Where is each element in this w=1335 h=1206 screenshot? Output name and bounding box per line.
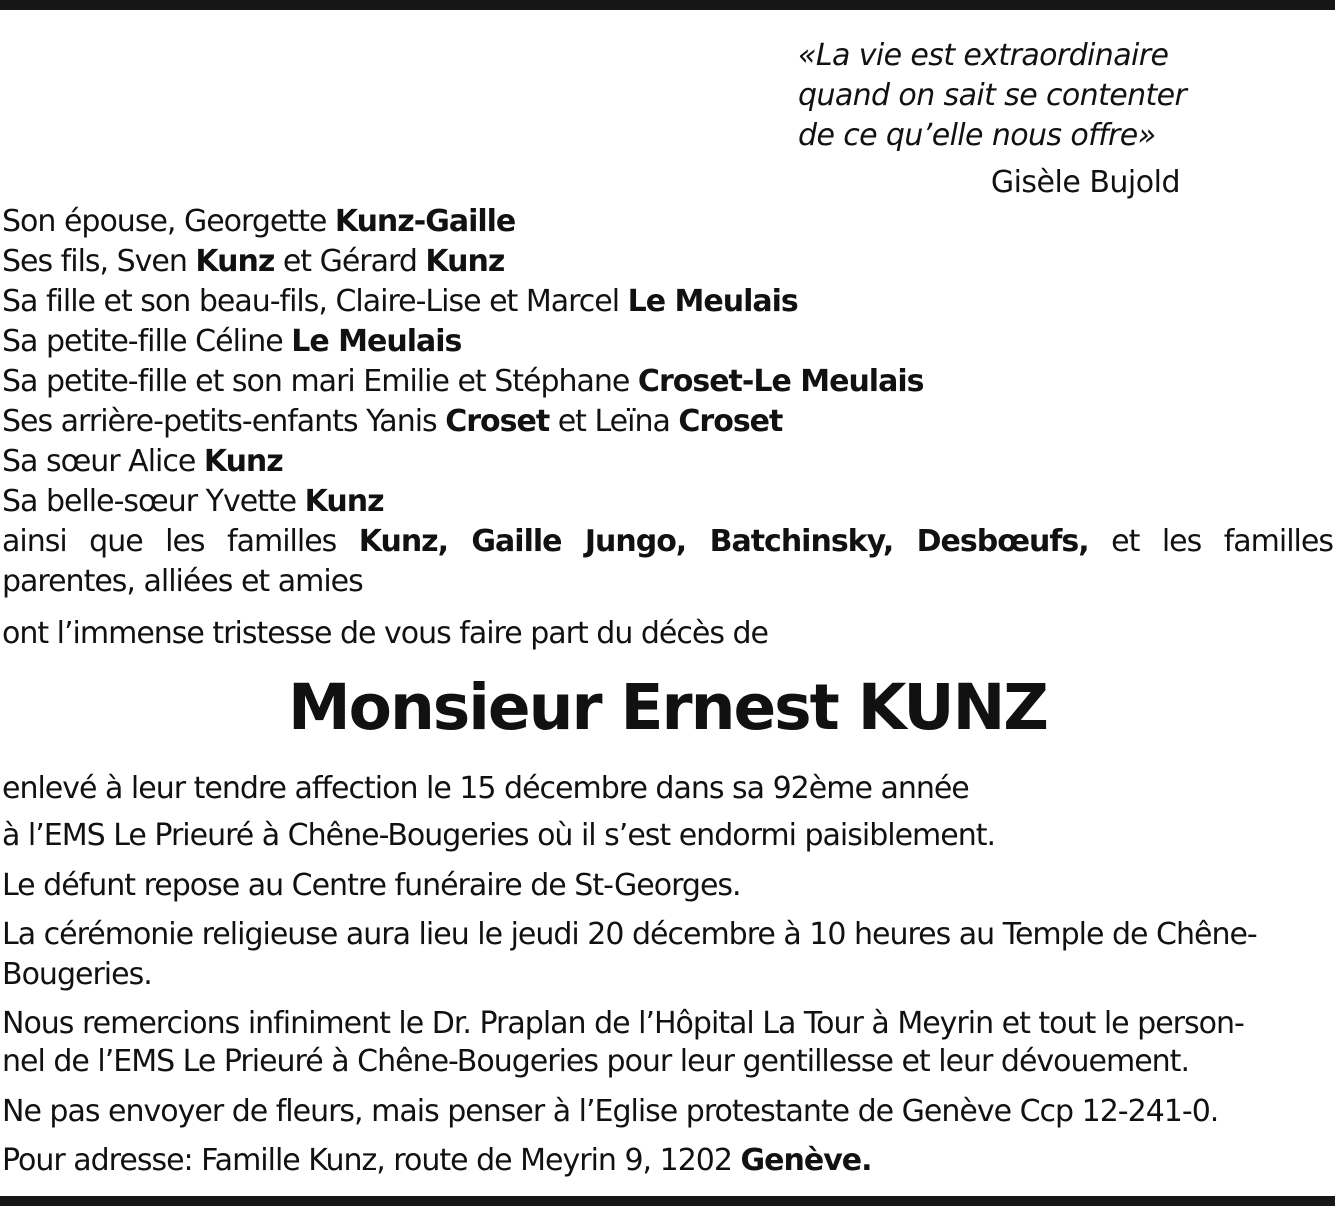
family-line-families: [2, 522, 1333, 562]
quote-line-2: quand on sait se contenter: [798, 78, 1187, 113]
detail-ceremony-line-2: Bougeries.: [2, 957, 152, 992]
detail-affection-line-2: à l’EMS Le Prieuré à Chêne-Bougeries où il s’est endormi paisiblement.: [2, 818, 996, 853]
family-name: Croset-Le Meulais: [637, 364, 924, 399]
family-text: Son épouse, Georgette: [2, 204, 335, 239]
quote-author: Gisèle Bujold: [990, 165, 1180, 200]
family-text: Ses arrière-petits-enfants Yanis: [2, 404, 446, 439]
family-name: Kunz: [195, 244, 275, 279]
family-text: ainsi que les familles: [2, 524, 359, 559]
quote-line-1: «La vie est extraordinaire: [798, 38, 1169, 73]
family-text: Sa belle-sœur Yvette: [2, 484, 305, 519]
family-text: Sa sœur Alice: [2, 444, 204, 479]
epigraph-quote: [798, 36, 1318, 156]
detail-address: [2, 1141, 1333, 1181]
family-name: Kunz-Gaille: [334, 204, 516, 239]
family-text: Sa fille et son beau-fils, Claire-Lise et Marcel: [2, 284, 628, 319]
detail-ceremony-line-1: La cérémonie religieuse aura lieu le jeudi 20 décembre à 10 heures au Temple de Chêne-: [2, 917, 1257, 952]
family-text: et Leïna: [549, 404, 679, 439]
address-text: Pour adresse: Famille Kunz, route de Meyrin 9, 1202: [2, 1143, 741, 1178]
family-name: Le Meulais: [627, 284, 798, 319]
family-line-granddaughter-2: [2, 362, 1333, 402]
family-name: Croset: [678, 404, 783, 439]
family-name: Croset: [445, 404, 550, 439]
family-names: Kunz, Gaille Jungo, Batchinsky, Desbœufs,: [358, 524, 1089, 559]
family-text: et les familles: [1088, 524, 1333, 559]
family-text: Sa petite-fille Céline: [2, 324, 292, 359]
detail-thanks-line-2: nel de l’EMS Le Prieuré à Chêne-Bougeries pour leur gentillesse et leur dévouement.: [2, 1044, 1189, 1079]
family-line-daughter: [2, 282, 1333, 322]
announcement-text: ont l’immense tristesse de vous faire part du décès de: [2, 616, 768, 651]
detail-flowers: Ne pas envoyer de fleurs, mais penser à l’Eglise protestante de Genève Ccp 12-241-0.: [2, 1094, 1219, 1129]
family-line-granddaughter-1: [2, 322, 1333, 362]
bottom-rule: [0, 1196, 1335, 1206]
address-city: Genève.: [740, 1143, 872, 1178]
family-text: Ses fils, Sven: [2, 244, 196, 279]
family-name: Kunz: [203, 444, 283, 479]
family-name: Kunz: [425, 244, 505, 279]
deceased-name-heading: Monsieur Ernest KUNZ: [287, 671, 1047, 744]
detail-thanks-line-1: Nous remercions infiniment le Dr. Praplan de l’Hôpital La Tour à Meyrin et tout le person-: [2, 1006, 1244, 1041]
family-line-sister-in-law: [2, 482, 1333, 522]
family-line-wife: [2, 202, 1333, 242]
family-line-great-grandchildren: [2, 402, 1333, 442]
family-line-families-cont: parentes, alliées et amies: [2, 564, 363, 599]
family-name: Le Meulais: [291, 324, 462, 359]
family-text: et Gérard: [274, 244, 426, 279]
family-text: Sa petite-fille et son mari Emilie et Stéphane: [2, 364, 638, 399]
family-line-sons: [2, 242, 1333, 282]
detail-affection-line-1: enlevé à leur tendre affection le 15 décembre dans sa 92ème année: [2, 771, 969, 806]
quote-line-3: de ce qu’elle nous offre»: [798, 118, 1156, 153]
top-rule: [0, 0, 1335, 10]
family-line-sister: [2, 442, 1333, 482]
family-name: Kunz: [304, 484, 384, 519]
detail-repose: Le défunt repose au Centre funéraire de St-Georges.: [2, 868, 741, 903]
